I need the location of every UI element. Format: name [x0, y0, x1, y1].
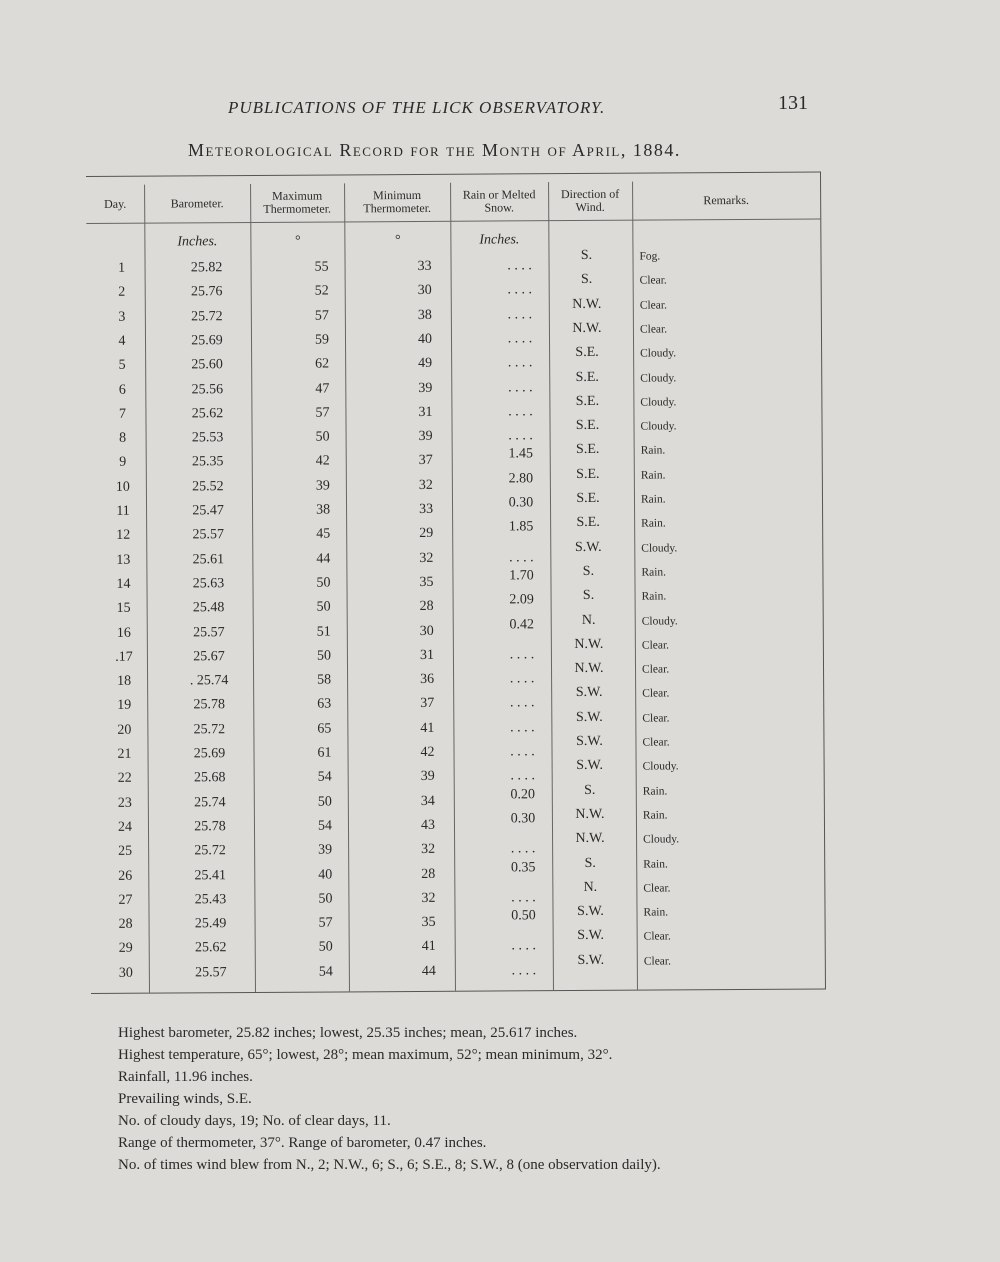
cell-min-thermometer: 41	[420, 720, 435, 736]
cell-barometer: 25.62	[191, 405, 224, 422]
column-header-max-thermometer: Maximum Thermometer.	[263, 188, 332, 216]
cell-day: 25	[118, 843, 133, 860]
cell-min-thermometer: 40	[417, 331, 433, 347]
cell-rain: . . . .	[511, 938, 537, 954]
cell-min-thermometer: 41	[421, 939, 436, 955]
table-title: Meteorological Record for the Month of April, 1884.	[188, 140, 681, 160]
cell-remarks: Cloudy.	[643, 833, 680, 846]
cell-wind-direction: S.E.	[575, 345, 599, 361]
cell-remarks: Rain.	[642, 809, 668, 822]
cell-max-thermometer: 50	[316, 648, 331, 664]
cell-remarks: Rain.	[640, 444, 666, 458]
cell-day: 8	[119, 430, 127, 446]
cell-barometer: 25.57	[195, 964, 227, 981]
cell-remarks: Clear.	[642, 712, 670, 725]
cell-wind-direction: S.E.	[576, 490, 600, 507]
cell-wind-direction: S.W.	[577, 928, 605, 944]
cell-min-thermometer: 32	[421, 842, 436, 858]
cell-barometer: 25.76	[190, 284, 223, 300]
cell-min-thermometer: 33	[417, 258, 432, 274]
cell-rain: . . . .	[508, 428, 533, 444]
cell-wind-direction: S.W.	[577, 952, 605, 968]
cell-barometer: 25.78	[194, 819, 226, 835]
cell-wind-direction: S.W.	[575, 709, 603, 725]
cell-remarks: Clear.	[639, 274, 667, 287]
cell-max-thermometer: 39	[315, 478, 330, 494]
cell-rain: . . . .	[510, 768, 535, 784]
summary-line: Prevailing winds, S.E.	[118, 1091, 252, 1107]
cell-barometer: 25.68	[193, 770, 226, 786]
cell-barometer: 25.47	[192, 503, 224, 519]
cell-max-thermometer: 65	[317, 721, 332, 737]
cell-barometer: 25.49	[194, 916, 227, 932]
cell-remarks: Rain.	[640, 469, 666, 482]
cell-remarks: Fog.	[639, 250, 661, 263]
cell-wind-direction: S.E.	[575, 393, 600, 409]
cell-max-thermometer: 61	[317, 745, 332, 761]
cell-rain: 0.30	[510, 811, 536, 827]
cell-min-thermometer: 34	[420, 793, 435, 809]
cell-remarks: Cloudy.	[640, 396, 677, 409]
cell-max-thermometer: 47	[315, 381, 330, 397]
cell-day: 15	[116, 600, 131, 617]
cell-remarks: Clear.	[643, 955, 671, 968]
cell-wind-direction: S.	[582, 588, 595, 604]
summary-line: Rainfall, 11.96 inches.	[118, 1069, 253, 1085]
cell-max-thermometer: 50	[315, 429, 330, 445]
cell-wind-direction: S.	[584, 855, 596, 871]
cell-day: 18	[117, 673, 132, 689]
cell-min-thermometer: 39	[420, 769, 435, 785]
cell-min-thermometer: 44	[421, 963, 436, 979]
cell-wind-direction: S.W.	[576, 758, 604, 774]
cell-max-thermometer: 44	[316, 551, 331, 567]
summary-block	[118, 1022, 661, 1176]
cell-max-thermometer: 63	[317, 696, 332, 712]
cell-rain: . . . .	[507, 355, 533, 371]
cell-min-thermometer: 37	[420, 696, 435, 712]
cell-day: 1	[118, 260, 126, 276]
summary-line: Highest barometer, 25.82 inches; lowest, 25.35 inches; mean, 25.617 inches.	[118, 1025, 578, 1041]
cell-max-thermometer: 58	[317, 672, 332, 688]
cell-remarks: Rain.	[641, 590, 667, 603]
cell-max-thermometer: 51	[316, 624, 331, 640]
summary-line: Range of thermometer, 37°. Range of barometer, 0.47 inches.	[118, 1135, 487, 1151]
cell-wind-direction: S.E.	[575, 369, 599, 385]
summary-line: No. of cloudy days, 19; No. of clear days, 11.	[118, 1113, 391, 1129]
cell-rain: . . . .	[510, 841, 536, 857]
cell-day: 29	[118, 941, 133, 957]
cell-min-thermometer: 32	[421, 890, 436, 906]
cell-min-thermometer: 28	[421, 866, 436, 882]
cell-rain: . . . .	[510, 719, 535, 736]
cell-wind-direction: S.W.	[574, 539, 602, 555]
cell-barometer: 25.57	[192, 527, 224, 543]
cell-day: 12	[116, 528, 131, 544]
cell-max-thermometer: 57	[315, 405, 330, 421]
cell-barometer: 25.72	[191, 308, 223, 324]
meteorological-table	[86, 172, 826, 994]
unit-max-thermometer: °	[294, 233, 301, 249]
cell-wind-direction: S.	[584, 782, 596, 798]
cell-day: 9	[119, 455, 127, 471]
cell-day: 6	[118, 382, 126, 398]
cell-remarks: Rain.	[642, 785, 668, 798]
cell-rain: 1.85	[508, 519, 534, 535]
cell-rain: . . . .	[511, 890, 536, 906]
cell-max-thermometer: 59	[314, 332, 330, 348]
cell-min-thermometer: 30	[417, 283, 432, 299]
cell-min-thermometer: 31	[418, 404, 433, 420]
cell-day: 19	[117, 698, 132, 714]
cell-remarks: Clear.	[643, 882, 671, 895]
cell-min-thermometer: 37	[418, 453, 433, 469]
cell-day: 23	[117, 795, 132, 811]
cell-barometer: 25.52	[192, 478, 224, 495]
cell-wind-direction: S.E.	[576, 466, 600, 482]
cell-max-thermometer: 40	[318, 867, 333, 883]
cell-day: 10	[115, 479, 130, 495]
column-rule-remarks	[632, 182, 638, 990]
cell-max-thermometer: 57	[318, 915, 333, 931]
cell-rain: 0.50	[511, 908, 536, 924]
cell-barometer: 25.69	[191, 333, 223, 349]
cell-day: 21	[117, 746, 132, 762]
cell-remarks: Cloudy.	[642, 760, 679, 773]
cell-wind-direction: N.W.	[572, 296, 602, 312]
cell-day: 2	[118, 285, 126, 301]
cell-rain: . . . .	[507, 282, 533, 298]
cell-min-thermometer: 49	[418, 356, 433, 372]
cell-remarks: Clear.	[641, 639, 670, 652]
cell-remarks: Rain.	[641, 517, 666, 530]
cell-min-thermometer: 32	[419, 550, 434, 566]
cell-max-thermometer: 50	[316, 575, 331, 591]
cell-day: 5	[118, 357, 126, 373]
cell-day: 16	[116, 625, 131, 641]
cell-day: 26	[118, 868, 133, 884]
unit-barometer: Inches.	[177, 234, 218, 250]
cell-rain: 0.20	[510, 786, 536, 803]
cell-wind-direction: S.E.	[575, 417, 600, 434]
cell-max-thermometer: 50	[316, 599, 331, 615]
cell-barometer: 25.61	[192, 551, 225, 567]
cell-barometer: 25.78	[193, 697, 226, 713]
cell-rain: 1.70	[509, 568, 534, 584]
cell-remarks: Cloudy.	[640, 371, 677, 385]
cell-min-thermometer: 42	[420, 744, 435, 760]
summary-line: No. of times wind blew from N., 2; N.W., 6; S., 6; S.E., 8; S.W., 8 (one observation daily).	[118, 1157, 661, 1173]
page-number: 131	[778, 92, 808, 114]
cell-wind-direction: S.W.	[575, 685, 603, 701]
cell-max-thermometer: 50	[317, 794, 332, 810]
cell-max-thermometer: 50	[318, 939, 333, 955]
cell-min-thermometer: 39	[418, 428, 433, 445]
cell-wind-direction: S.	[580, 247, 593, 263]
cell-barometer: 25.62	[194, 940, 227, 956]
cell-rain: 0.30	[508, 495, 534, 511]
cell-remarks: Clear.	[641, 663, 670, 676]
cell-rain: 2.09	[509, 592, 534, 608]
cell-day: 7	[118, 406, 127, 422]
cell-day: 11	[116, 503, 130, 519]
cell-remarks: Cloudy.	[641, 541, 678, 555]
cell-rain: . . . .	[509, 549, 534, 566]
cell-rain: . . . .	[510, 744, 535, 760]
cell-day: 27	[118, 892, 133, 908]
cell-max-thermometer: 52	[314, 283, 329, 299]
cell-remarks: Clear.	[642, 736, 670, 749]
running-title: PUBLICATIONS OF THE LICK OBSERVATORY.	[228, 98, 606, 117]
cell-day: 24	[117, 819, 133, 835]
cell-max-thermometer: 54	[317, 769, 332, 785]
cell-min-thermometer: 32	[418, 477, 433, 493]
column-header-day: Day.	[104, 196, 127, 211]
cell-min-thermometer: 30	[419, 623, 434, 639]
cell-day: 3	[118, 309, 126, 325]
cell-rain: . . . .	[509, 647, 535, 663]
cell-barometer: 25.57	[192, 624, 225, 640]
cell-wind-direction: S.E.	[575, 442, 600, 458]
cell-remarks: Cloudy.	[641, 614, 678, 628]
cell-barometer: 25.41	[194, 867, 227, 883]
cell-barometer: 25.48	[192, 600, 225, 616]
cell-max-thermometer: 38	[315, 502, 331, 518]
cell-remarks: Cloudy.	[640, 420, 677, 433]
cell-day: 20	[117, 722, 132, 738]
cell-rain: . . . .	[507, 258, 532, 274]
cell-rain: . . . .	[508, 379, 533, 395]
cell-barometer: 25.43	[194, 891, 227, 908]
cell-barometer: 25.63	[192, 576, 225, 592]
cell-rain: . . . .	[509, 671, 535, 687]
cell-barometer: 25.72	[193, 721, 226, 738]
column-header-rain: Rain or Melted Snow.	[462, 187, 536, 215]
cell-barometer: 25.74	[194, 794, 226, 810]
cell-wind-direction: N.W.	[572, 320, 602, 336]
cell-remarks: Rain.	[643, 906, 669, 919]
cell-wind-direction: N.W.	[575, 806, 605, 822]
cell-rain: . . . .	[507, 331, 533, 347]
cell-rain: 0.42	[509, 616, 535, 632]
cell-day: 30	[118, 965, 133, 981]
cell-min-thermometer: 28	[419, 599, 434, 615]
cell-rain: 0.35	[510, 859, 536, 875]
page-header	[228, 92, 808, 128]
cell-max-thermometer: 54	[317, 818, 333, 834]
cell-remarks: Rain.	[640, 493, 666, 506]
cell-wind-direction: N.W.	[575, 831, 605, 847]
column-header-min-thermometer: Minimum Thermometer.	[363, 187, 432, 216]
summary-line: Highest temperature, 65°; lowest, 28°; mean maximum, 52°; mean minimum, 32°.	[118, 1047, 613, 1063]
cell-min-thermometer: 33	[418, 501, 434, 517]
column-header-wind-direction: Direction of Wind.	[560, 186, 620, 215]
cell-min-thermometer: 43	[420, 817, 436, 833]
cell-max-thermometer: 54	[318, 964, 333, 980]
cell-rain: 2.80	[508, 470, 534, 487]
cell-barometer: 25.82	[190, 260, 223, 276]
cell-min-thermometer: 29	[419, 526, 434, 542]
cell-wind-direction: S.E.	[576, 515, 600, 531]
unit-min-thermometer: °	[394, 233, 401, 249]
cell-wind-direction: N.W.	[574, 636, 604, 652]
cell-max-thermometer: 57	[314, 308, 329, 324]
cell-wind-direction: N.	[583, 879, 598, 895]
cell-wind-direction: N.W.	[574, 660, 604, 677]
cell-day: 22	[117, 771, 132, 787]
cell-day: 14	[116, 576, 131, 592]
cell-wind-direction: N.	[581, 612, 596, 628]
cell-remarks: Clear.	[643, 930, 671, 943]
cell-barometer: 25.35	[191, 454, 224, 470]
column-rule-max	[250, 184, 256, 992]
column-header-barometer: Barometer.	[170, 195, 224, 210]
cell-rain: . . . .	[509, 695, 535, 711]
cell-barometer: 25.67	[193, 648, 225, 665]
cell-min-thermometer: 35	[421, 914, 436, 931]
cell-remarks: Clear.	[639, 299, 667, 312]
cell-min-thermometer: 39	[418, 380, 433, 396]
cell-wind-direction: S.W.	[577, 903, 604, 920]
cell-max-thermometer: 55	[314, 259, 329, 275]
cell-max-thermometer: 39	[318, 842, 333, 858]
cell-wind-direction: S.	[580, 272, 593, 288]
column-header-remarks: Remarks.	[703, 192, 750, 207]
cell-rain: 1.45	[508, 446, 534, 462]
cell-remarks: Clear.	[642, 687, 670, 701]
cell-barometer: 25.53	[191, 430, 224, 446]
cell-rain: . . . .	[511, 962, 537, 979]
cell-day: 28	[118, 916, 133, 932]
cell-max-thermometer: 50	[318, 891, 333, 907]
cell-max-thermometer: 62	[315, 356, 330, 372]
cell-min-thermometer: 31	[419, 647, 434, 663]
cell-barometer: 25.72	[194, 843, 226, 859]
cell-max-thermometer: 42	[315, 453, 330, 469]
cell-barometer: 25.69	[193, 746, 226, 762]
cell-barometer: 25.56	[191, 381, 224, 397]
cell-day: 13	[116, 552, 131, 568]
cell-rain: . . . .	[507, 306, 533, 323]
cell-max-thermometer: 45	[316, 526, 331, 542]
cell-remarks: Clear.	[639, 323, 668, 336]
cell-wind-direction: S.	[582, 563, 595, 579]
cell-day: 4	[118, 333, 126, 349]
cell-remarks: Rain.	[643, 857, 668, 871]
cell-min-thermometer: 38	[417, 307, 432, 323]
cell-barometer: 25.60	[191, 357, 223, 373]
cell-remarks: Rain.	[641, 566, 667, 579]
cell-remarks: Cloudy.	[640, 347, 677, 360]
cell-day: .17	[115, 649, 133, 665]
cell-rain: . . . .	[508, 404, 533, 420]
unit-rain: Inches.	[479, 232, 520, 248]
cell-wind-direction: S.W.	[576, 733, 603, 750]
cell-min-thermometer: 35	[419, 574, 434, 590]
cell-barometer: . 25.74	[189, 673, 229, 689]
cell-min-thermometer: 36	[420, 671, 435, 688]
